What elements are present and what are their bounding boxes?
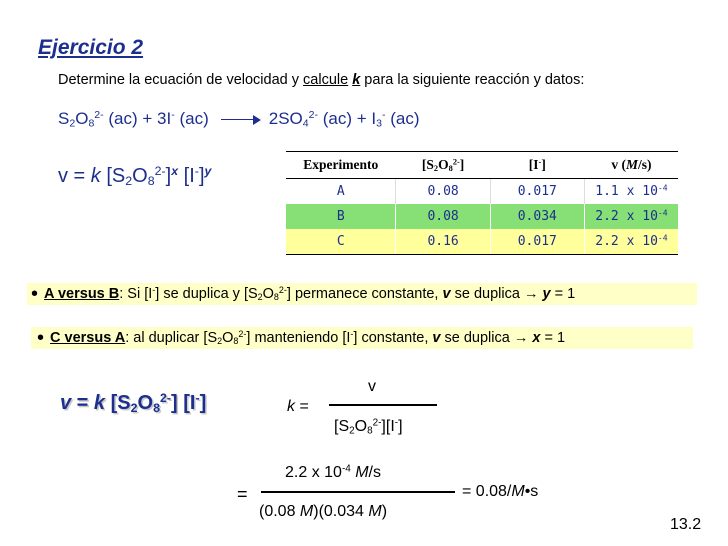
- table-row: [286, 204, 678, 229]
- k-fraction-line: [329, 404, 437, 406]
- rate-law-y: y: [204, 164, 212, 179]
- cell-experiment: B: [286, 204, 396, 229]
- instruction-text: [58, 72, 584, 88]
- reactant-s-sub: 2: [69, 117, 76, 130]
- cell-rate: 2.2 x $10^{-4}$: [584, 229, 678, 255]
- calc-numerator: 2.2 x $10^{-4}$ M/s: [285, 463, 381, 481]
- rate-law-v: v =: [58, 165, 91, 187]
- bullet-label: A versus B: [44, 286, 120, 302]
- product-so-charge: 2-: [308, 109, 319, 122]
- bullet-dot-icon: •: [37, 327, 45, 349]
- table-header-row: [286, 152, 678, 179]
- calc-fraction-line: [261, 491, 455, 493]
- cell-s2o8: 0.08: [396, 179, 490, 205]
- data-table: [286, 151, 678, 255]
- result-rate-law: v = k $[S_2O_8^{2-}]$ [I-]: [60, 391, 207, 416]
- instruction-k: k: [352, 72, 361, 88]
- cell-experiment: A: [286, 179, 396, 205]
- cell-iodide: 0.017: [490, 179, 584, 205]
- table-row: [286, 179, 678, 205]
- rate-law-close: ]: [165, 165, 172, 187]
- bullet-v: v: [442, 286, 451, 302]
- product-end: (ac): [385, 109, 420, 128]
- bullet-label: C versus A: [50, 330, 126, 346]
- product-i3-charge: -: [381, 109, 386, 122]
- reactant-s: S: [58, 109, 70, 128]
- rate-law-open: [S: [100, 165, 126, 187]
- k-expression-denominator: $[S_2O_8^{2-}][I^-]$: [334, 417, 403, 437]
- reactant-o-sub: 8: [88, 117, 95, 130]
- cell-iodide: 0.034: [490, 204, 584, 229]
- rate-law-i-charge: -: [194, 164, 199, 179]
- cell-experiment: C: [286, 229, 396, 255]
- rate-law-k: k: [90, 165, 101, 187]
- cell-s2o8: 0.16: [396, 229, 490, 255]
- header-iodide: [I-]: [490, 152, 584, 179]
- product-so-sub: 4: [302, 117, 309, 130]
- product-mid: (ac) + I: [318, 109, 377, 128]
- rate-law: [58, 165, 211, 188]
- reactant-charge: 2-: [94, 109, 104, 122]
- slide-title: Ejercicio 2: [38, 36, 144, 59]
- reactant-ac2: (ac): [174, 109, 209, 128]
- instruction-calc-word: calcule: [303, 72, 349, 88]
- rate-law-x: x: [171, 164, 179, 179]
- k-expression-label: k =: [287, 398, 309, 415]
- bullet-result: = 1: [550, 286, 576, 302]
- table-row: [286, 229, 678, 255]
- cell-rate: 2.2 x $10^{-4}$: [584, 204, 678, 229]
- bullet-a-versus-b: • A versus B: Si [I-] se duplica y $[S_2O_8^{2-}]$ permanece constante, v se duplica → y = 1: [27, 283, 697, 305]
- rate-law-charge: 2-: [154, 164, 166, 179]
- instruction-suffix: para la siguiente reacción y datos:: [360, 72, 585, 88]
- rate-law-i-close: ]: [198, 165, 205, 187]
- reactant-ac1: (ac) + 3I: [103, 109, 172, 128]
- bullet-result: = 1: [540, 330, 566, 346]
- cell-rate: 1.1 x $10^{-4}$: [584, 179, 678, 205]
- header-rate: v (M/s): [584, 152, 678, 179]
- calc-equals-sign: =: [237, 484, 248, 504]
- rate-law-s-sub: 2: [125, 174, 133, 189]
- slide-number: 13.2: [670, 516, 702, 533]
- k-expression-numerator: v: [368, 378, 376, 395]
- rate-law-o: O: [132, 165, 148, 187]
- product-so: 2SO: [268, 109, 303, 128]
- calc-denominator: (0.08 M)(0.034 M): [259, 503, 388, 520]
- product-i3-sub: 3: [376, 117, 382, 130]
- bullet-var: y: [542, 286, 551, 302]
- result-k: k: [93, 392, 106, 414]
- bullet-c-versus-a: • C versus A: al duplicar $[S_2O_8^{2-}]$ manteniendo [I-] constante, v se duplica → x = 1: [31, 327, 693, 349]
- arrow-right-icon: →: [523, 286, 539, 302]
- arrow-right-icon: →: [513, 330, 529, 346]
- rate-law-o-sub: 8: [147, 174, 155, 189]
- header-experiment: Experimento: [286, 152, 396, 179]
- reaction-equation: [58, 109, 420, 129]
- result-v: v: [60, 392, 72, 414]
- reactant-o: O: [75, 109, 89, 128]
- cell-iodide: 0.017: [490, 229, 584, 255]
- cell-s2o8: 0.08: [396, 204, 490, 229]
- instruction-prefix: Determine la ecuación de velocidad y: [58, 72, 304, 88]
- bullet-v: v: [432, 330, 441, 346]
- rate-law-i-open: [I: [178, 165, 195, 187]
- bullet-dot-icon: •: [31, 283, 39, 305]
- header-s2o8: $[S_2O_8^{2-}]$: [396, 152, 490, 179]
- calc-result: = 0.08/M•s: [462, 483, 539, 500]
- reaction-arrow-icon: [221, 115, 261, 125]
- reactant-i-charge: -: [171, 109, 175, 122]
- bullet-var: x: [532, 330, 541, 346]
